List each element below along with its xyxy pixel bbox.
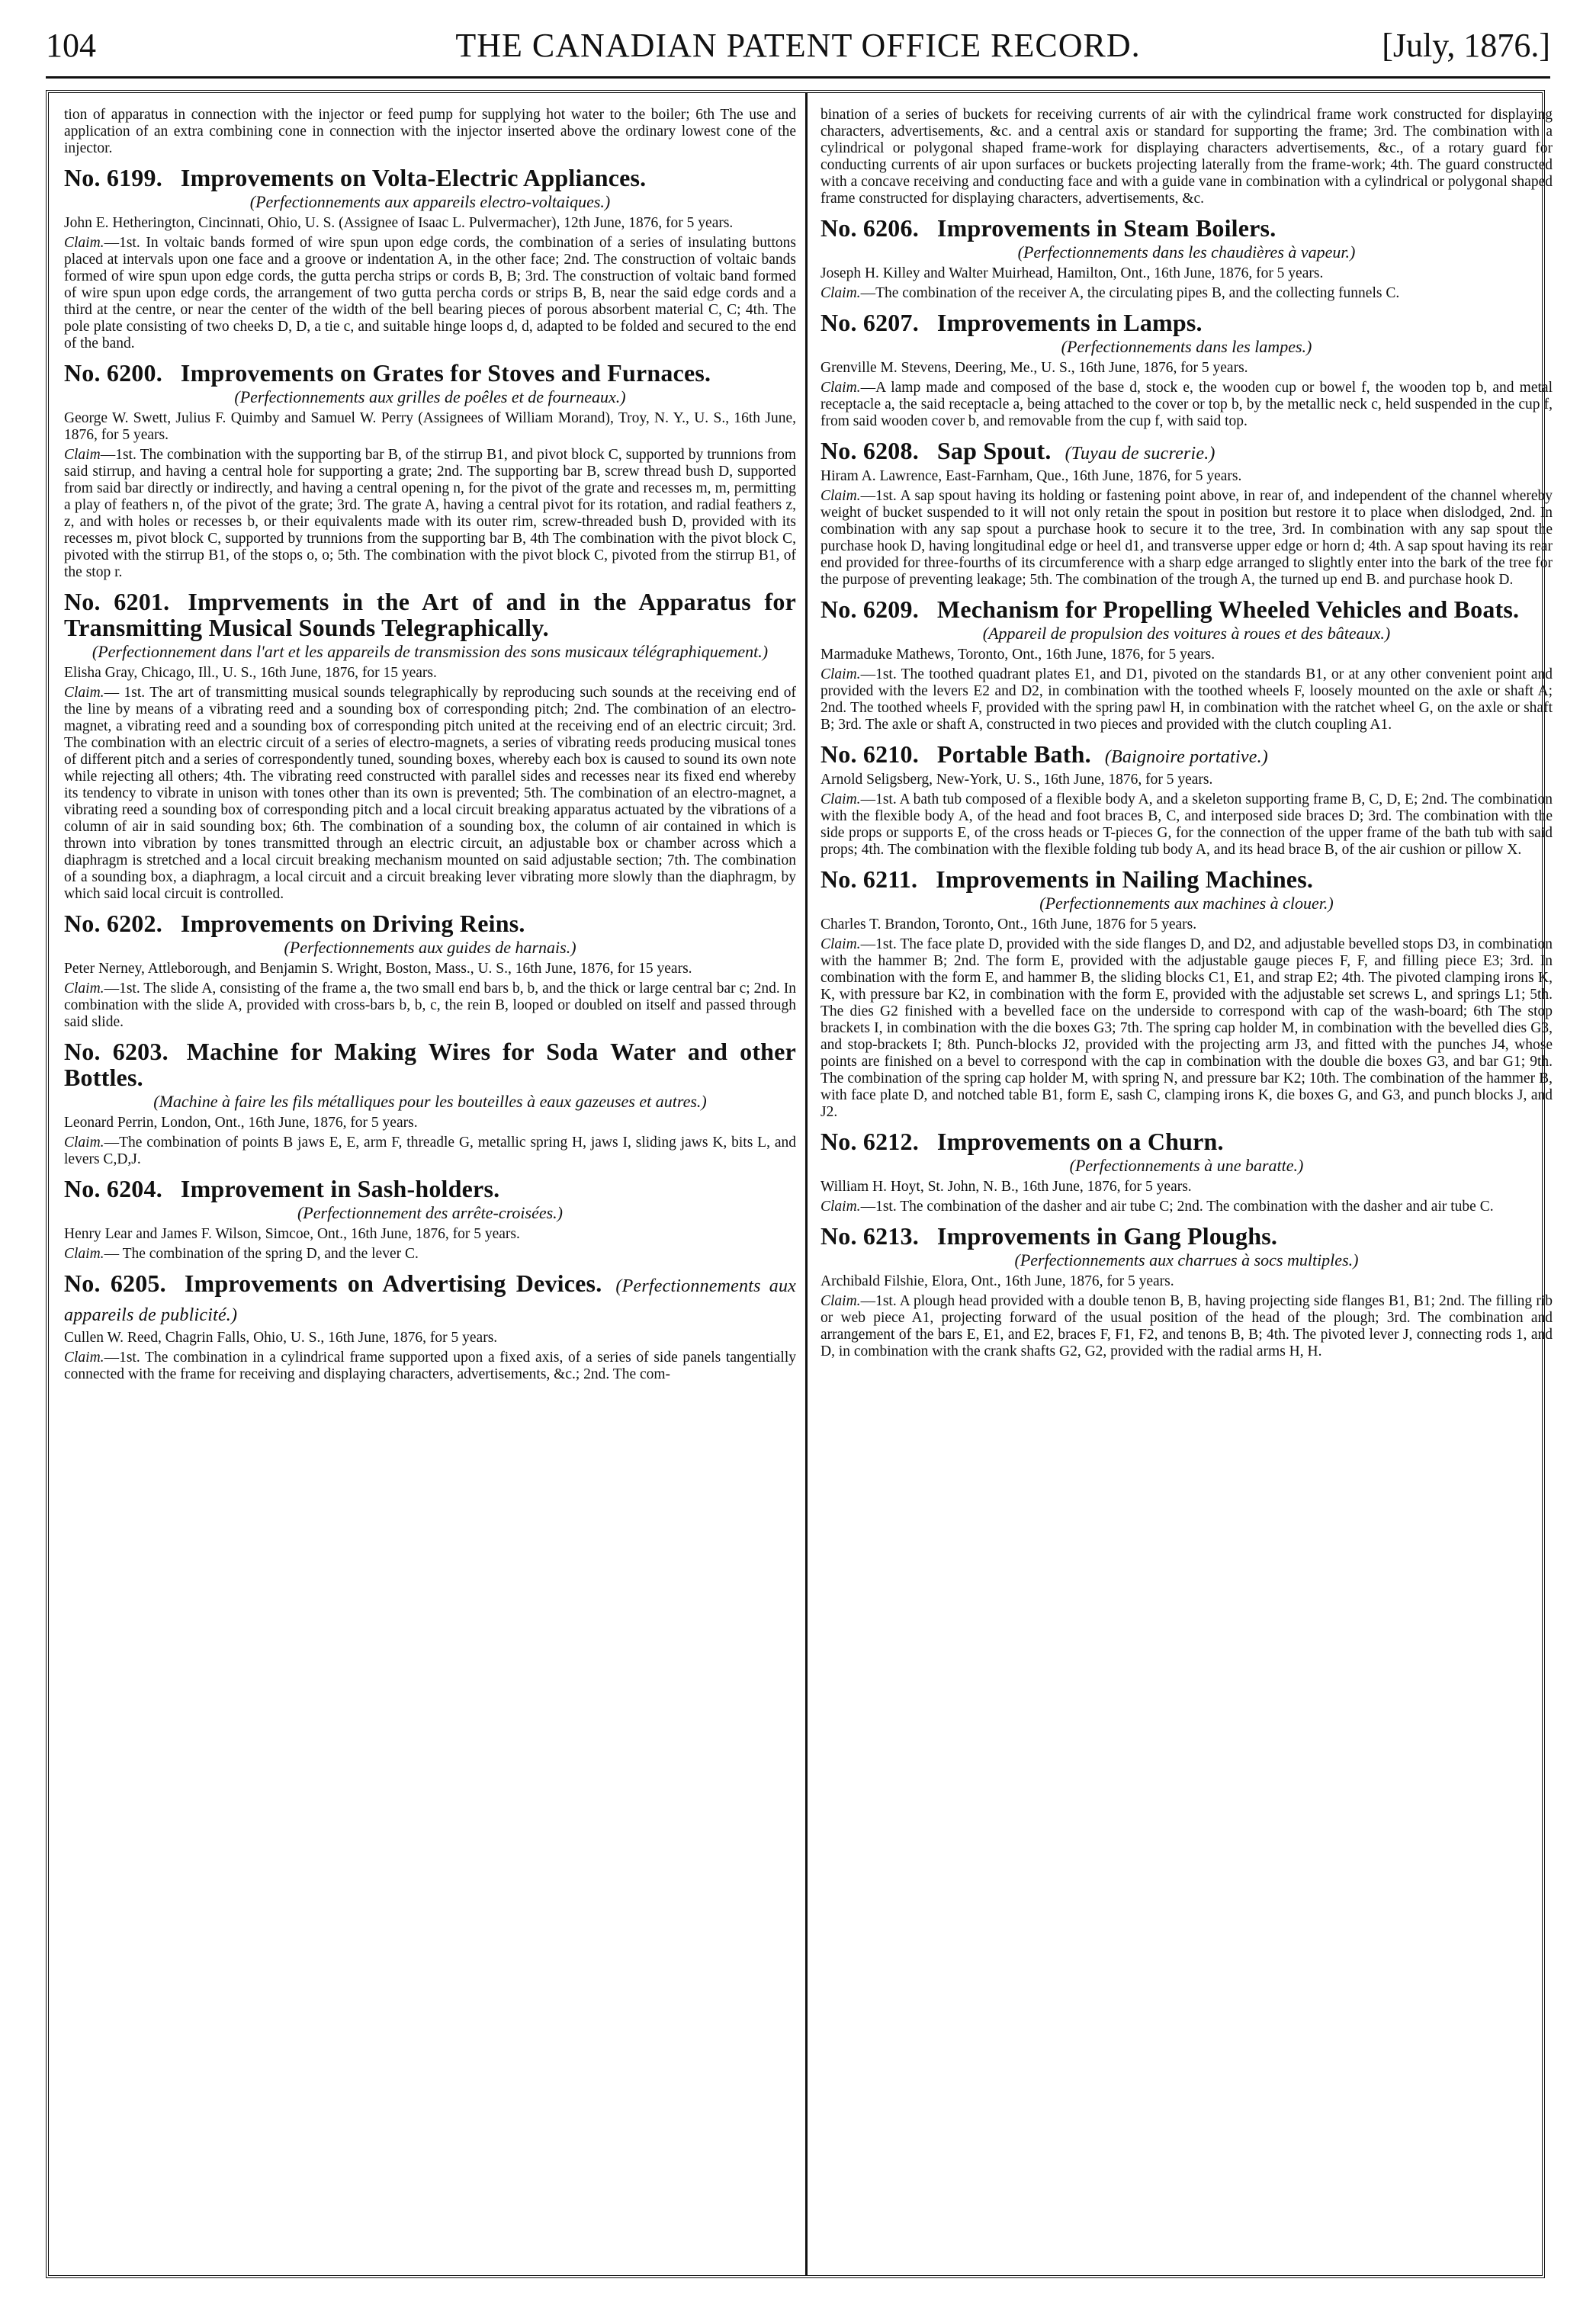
- entry-number: No. 6203.: [64, 1038, 169, 1065]
- claim-label: Claim.: [820, 285, 861, 301]
- entry-heading: [64, 1270, 796, 1328]
- entry-claim: [820, 380, 1553, 430]
- entry-heading: [820, 1223, 1553, 1249]
- patent-entry: [820, 1128, 1553, 1215]
- entry-inventors: George W. Swett, Julius F. Quimby and Samuel W. Perry (Assignees of William Morand), Troy, N. Y., U. S., 16th June, 1876, for 5 years.: [64, 410, 796, 443]
- claim-label: Claim.: [820, 1199, 861, 1215]
- entry-french-title: (Perfectionnements dans les chaudières à vapeur.): [1017, 242, 1356, 262]
- entry-number: No. 6207.: [820, 309, 919, 336]
- entry-french-title: (Perfectionnements aux machines à clouer.): [1039, 894, 1334, 913]
- entry-heading: [64, 1176, 796, 1202]
- claim-label: Claim.: [820, 380, 861, 396]
- entry-claim: [64, 1246, 796, 1263]
- entry-inventors: Henry Lear and James F. Wilson, Simcoe, Ont., 16th June, 1876, for 5 years.: [64, 1226, 520, 1242]
- claim-label: Claim.: [64, 685, 104, 701]
- patent-entry: [64, 910, 796, 1031]
- left-column: [64, 107, 796, 2264]
- entry-title: Improvements in Gang Ploughs.: [936, 1222, 1278, 1250]
- entry-title: Improvements in Steam Boilers.: [936, 214, 1276, 242]
- patent-entry: [820, 310, 1553, 430]
- entry-claim: [64, 447, 796, 581]
- entry-french-title: (Perfectionnements à une baratte.): [1069, 1156, 1304, 1175]
- claim-text: —The combination of points B jaws E, E, arm F, threadle G, metallic spring H, jaws I, sliding jaws K, bits L, and levers C,D,J.: [64, 1135, 796, 1167]
- entry-number: No. 6209.: [820, 595, 919, 623]
- entry-french-title: (Perfectionnements dans les lampes.): [1061, 337, 1312, 356]
- patent-entry: [64, 1038, 796, 1168]
- continuation-text: tion of apparatus in connection with the injector or feed pump for supplying hot water to the boiler; 6th The use and application of an extra combining cone in connection with the injector inserted above the ordinary lowest cone of the injector.: [64, 107, 796, 156]
- entry-number: No. 6208.: [820, 437, 919, 464]
- claim-text: —1st. The combination of the dasher and air tube C; 2nd. The combination with the dasher and air tube C.: [860, 1199, 1494, 1215]
- claim-label: Claim.: [820, 666, 861, 682]
- entry-heading: [64, 910, 796, 936]
- entry-french-title: (Perfectionnement dans l'art et les appareils de transmission des sons musicaux télégraphiquement.): [92, 642, 769, 661]
- entry-french-title: (Perfectionnement des arrête-croisées.): [297, 1203, 563, 1222]
- entry-number: No. 6200.: [64, 359, 162, 387]
- entry-claim: [820, 666, 1553, 733]
- entry-inventors: Archibald Filshie, Elora, Ont., 16th June, 1876, for 5 years.: [820, 1273, 1174, 1289]
- patent-entry: [820, 438, 1553, 589]
- entry-number: No. 6205.: [64, 1269, 166, 1297]
- patent-entry: [64, 589, 796, 903]
- patent-entry: [64, 165, 796, 352]
- claim-label: Claim.: [64, 981, 104, 997]
- claim-text: —1st. The face plate D, provided with the side flanges D, and D2, and adjustable bevelled stops D3, in combination with the hammer B; 2nd. The form E, provided with the adjustable gauge pieces F, F, and filling piece E3; 3rd. In combination with the form E, and hammer B, the sliding blocks C1, E1, and strap E2; 4th. The pivoted clamping irons K, K, with pressure bar K2, in combination with the form E, provided with the adjustable set screws L, and springs L1; 5th. The dies G2 finished with a bevelled face on the underside to correspond with cap of the wash-board; 6th The stop brackets I, in combination with the die boxes G3; 7th. The spring cap holder M, in combination with the bevelled dies G3, and stop-brackets I; 8th. Punch-blocks J2, provided with the projecting arm J3, and fitted with the punches J4, whose points are finished on a bevel to correspond with the cap in combination with the double die boxes G3, and bar G1; 9th. The combination of the spring cap holder M, with spring N, and pressure bar K2; 10th. The combination of the hammer B, with face plate D, and notched table B1, form E, sash C, clamping irons K, die boxes G, and G3, and punch blocks J, and J2.: [820, 936, 1553, 1120]
- entry-claim: [64, 1135, 796, 1168]
- claim-label: Claim.: [820, 1293, 861, 1309]
- entry-number: No. 6202.: [64, 910, 162, 937]
- entry-heading: [820, 438, 1553, 467]
- entry-title: Improvements in Lamps.: [936, 309, 1203, 336]
- patent-entry: [64, 360, 796, 581]
- entry-title: Improvement in Sash-holders.: [180, 1175, 500, 1202]
- entry-french-title: (Perfectionnements aux appareils electro-voltaiques.): [249, 192, 611, 211]
- entry-heading: [820, 1128, 1553, 1154]
- entry-claim: [64, 981, 796, 1031]
- claim-text: —1st. The combination with the supporting bar B, of the stirrup B1, and pivot block C, supported by trunnions from said stirrup, and having a central hole for supporting a grate; 2nd. The supporting bar B, screw thread bush D, supported from said bar directly or indirectly, and having a central opening n, for the pivot of the grate and recesses m, m, permitting a play of feathers n, of the pivot of the grate; 3rd. The grate A, having a central pivot for its rotation, and radial feathers z, z, and with holes or recesses b, or their equivalents made with its outer rim, screw-threaded bush D, provided with its recesses m, pivot block C, supported by trunnions from the supporting bar B, 4th The combination with the pivot block C, pivoted with the stirrup B1, of the stops o, o; 5th. The combination with the pivot block C, pivoted from the stirrup B1, of the stop r.: [64, 447, 796, 580]
- entry-number: No. 6212.: [820, 1128, 919, 1155]
- entry-heading: [64, 360, 796, 386]
- entry-title: Improvements on Driving Reins.: [180, 910, 525, 937]
- column-divider: [805, 93, 808, 2275]
- entry-number: No. 6199.: [64, 164, 162, 191]
- patent-entry: [820, 741, 1553, 859]
- patent-entry: [820, 596, 1553, 733]
- entry-french-title: (Machine à faire les fils métalliques pour les bouteilles à eaux gazeuses et autres.): [153, 1092, 707, 1111]
- entry-inventors: Cullen W. Reed, Chagrin Falls, Ohio, U. S., 16th June, 1876, for 5 years.: [64, 1330, 498, 1346]
- page-number: 104: [46, 27, 96, 64]
- entry-title: Mechanism for Propelling Wheeled Vehicles and Boats.: [936, 595, 1520, 623]
- entry-claim: [820, 488, 1553, 589]
- entry-inventors: Arnold Seligsberg, New-York, U. S., 16th June, 1876, for 5 years.: [820, 772, 1213, 788]
- entry-inventors: Leonard Perrin, London, Ont., 16th June, 1876, for 5 years.: [64, 1115, 418, 1131]
- entry-claim: [820, 936, 1553, 1121]
- entry-inventors: Grenville M. Stevens, Deering, Me., U. S., 16th June, 1876, for 5 years.: [820, 360, 1248, 376]
- claim-text: —1st. The slide A, consisting of the frame a, the two small end bars b, b, and the thick or large central bar c; 2nd. In combination with the slide A, provided with cross-bars b, b, c, the rein B, looped or doubled on itself and passed through said slide.: [64, 981, 796, 1030]
- right-column: [820, 107, 1553, 2264]
- claim-text: — 1st. The art of transmitting musical sounds telegraphically by reproducing such sounds at the receiving end of the line by means of a vibrating reed and a sounding box of corresponding pitch; 2nd. The combination of an electro-magnet, a vibrating reed and a sounding box of corresponding pitch united at the receiving end of an electric circuit; 3rd. The combination with an electric circuit of a series of electro-magnets, a series of vibrating reeds producing musical tones of different pitch and a series of correspondently tuned, sounding boxes, whereby each box is caused to sound its own note while rejecting all others; 4th. The vibrating reed constructed with parallel sides and recesses near its fixed end whereby its tendency to vibrate in unison with tones other than its own is prevented; 5th. The combination of an electro-magnet, a vibrating reed a sounding box of corresponding pitch and a local circuit breaking apparatus actuated by the vibrations of a column of air in said sounding box; 6th. The combination of a sounding box, the column of air contained in which is thrown into vibration by tones transmitted through an electric circuit, an adjustable box or chamber across which a diaphragm is stretched and a local circuit breaking mechanism mounted on said adjustable section; 7th. The combination of a sounding box, a diaphragm, a local circuit and a circuit breaking lever vibrating more slowly than the diaphragm, by which said local circuit is controlled.: [64, 685, 796, 902]
- entry-heading: [820, 741, 1553, 770]
- entry-french-title: (Perfectionnements aux charrues à socs multiples.): [1014, 1250, 1359, 1269]
- claim-label: Claim.: [64, 1135, 104, 1151]
- entry-french-title: (Baignoire portative.): [1104, 747, 1268, 767]
- claim-label: Claim.: [64, 1350, 104, 1366]
- entry-inventors: Marmaduke Mathews, Toronto, Ont., 16th June, 1876, for 5 years.: [820, 647, 1215, 663]
- entry-inventors: Hiram A. Lawrence, East-Farnham, Que., 16th June, 1876, for 5 years.: [820, 468, 1242, 484]
- claim-label: Claim.: [820, 488, 861, 504]
- entry-claim: [820, 285, 1553, 302]
- claim-label: Claim.: [64, 1246, 104, 1262]
- claim-text: —1st. The combination in a cylindrical frame supported upon a fixed axis, of a series of side panels tangentially connected with the frame for receiving and displaying characters, advertisements, &c.; 2nd. The com-: [64, 1350, 796, 1382]
- entry-number: No. 6204.: [64, 1175, 162, 1202]
- claim-text: —1st. A sap spout having its holding or fastening point above, in rear of, and independent of the channel whereby weight of bucket suspended to it will not only retain the spout in position but restore it to place when dislodged, 2nd. In combination with any sap spout a purchase hook to secure it to the tree, 3rd. In combination with any sap spout the purchase hook D, having longitudinal edge or heel d1, and transverse upper edge or horn d; 4th. A sap spout having its rear end provided for three-fourths of its circumference with a sharp edge arranged to slightly enter into the bark of the tree for the purpose of preventing leakage; 5th. The combination of the trough A, the turned up end B. and purchase hook D.: [820, 488, 1553, 588]
- entry-title: Improvements on Advertising Devices.: [184, 1269, 602, 1297]
- entry-claim: [820, 791, 1553, 859]
- entry-french-title: (Perfectionnements aux grilles de poêles et de fourneaux.): [234, 387, 626, 406]
- claim-text: —A lamp made and composed of the base d, stock e, the wooden cup or bowel f, the wooden top b, and metal receptacle a, the said receptacle a, being attached to the cover or top b, by the metallic neck c, held suspended in the cup f, from said wooden cover b, and removable from the cup f, with said top.: [820, 380, 1553, 429]
- entry-title: Sap Spout.: [936, 437, 1052, 464]
- entry-inventors: Elisha Gray, Chicago, Ill., U. S., 16th June, 1876, for 15 years.: [64, 665, 437, 681]
- entry-number: No. 6201.: [64, 588, 170, 615]
- entry-french-title: (Appareil de propulsion des voitures à roues et des bâteaux.): [982, 624, 1391, 643]
- entry-claim: [64, 1350, 796, 1383]
- claim-text: —1st. The toothed quadrant plates E1, and D1, pivoted on the standards B1, or at any other convenient point and provided with the levers E2 and D2, in combination with the toothed wheels F, loosely mounted on the axle or shaft A; 2nd. The toothed wheels F, provided with the spring pawl H, in combination with the ratchet wheel G, on the axle or shaft B; 3rd. The axle or shaft A, constructed in two pieces and provided with the clutch coupling A1.: [820, 666, 1553, 733]
- issue-date: [July, 1876.]: [1382, 27, 1550, 64]
- entry-title: Portable Bath.: [936, 740, 1091, 768]
- running-head: [46, 26, 1550, 72]
- entry-heading: [64, 589, 796, 640]
- patent-entry: [820, 866, 1553, 1121]
- entry-number: No. 6213.: [820, 1222, 919, 1250]
- entry-heading: [64, 165, 796, 191]
- claim-text: —1st. A bath tub composed of a flexible body A, and a skeleton supporting frame B, C, D, E; 2nd. The combination with the flexible body A, of the head and foot braces B, C, and interposed side braces D; 3rd. The combination with the side props or supports E, of the cross heads or T-pieces G, for the connection of the upper frame of the bath tub with said props; 4th. The combination with the flexible folding tub body A, and its head brace B, of the air cushion or pillow X.: [820, 791, 1553, 858]
- entry-heading: [820, 866, 1553, 892]
- entry-claim: [64, 685, 796, 903]
- claim-label: Claim.: [64, 235, 104, 251]
- claim-text: — The combination of the spring D, and the lever C.: [104, 1246, 419, 1262]
- entry-heading: [64, 1038, 796, 1090]
- entry-number: No. 6210.: [820, 740, 919, 768]
- entry-inventors: William H. Hoyt, St. John, N. B., 16th June, 1876, for 5 years.: [820, 1179, 1192, 1195]
- entry-claim: [820, 1199, 1553, 1215]
- entry-heading: [820, 596, 1553, 622]
- header-rule: [46, 76, 1550, 79]
- claim-label: Claim: [64, 447, 101, 463]
- entry-heading: [820, 310, 1553, 335]
- claim-text: —1st. A plough head provided with a double tenon B, B, having projecting side flanges B1, B1; 2nd. The filling rib or web piece A1, projecting forward of the usual position of the head of the plough; 3rd. The combination and arrangement of the bars E, E1, and E2, braces F, F1, F2, and tenons B, B; 4th. The pivoted lever J, connecting rods 1, and D, in combination with the crank shafts G2, G2, provided with the radial arms H, H.: [820, 1293, 1553, 1359]
- continuation-text: bination of a series of buckets for receiving currents of air with the cylindrical frame work constructed for displaying characters, advertisements, &c. and a central axis or standard for supporting the frame; 3rd. The combination with a cylindrical or polygonal shaped frame-work for displaying characters advertisements, &c., of a rotary guard for conducting currents of air upon surfaces or buckets projecting laterally from the frame-work; 4th. The guard constructed with a concave receiving and conducting face and with a guide vane in combination with a cylindrical or polygonal shaped frame constructed for displaying characters, advertisements, &c.: [820, 107, 1553, 207]
- patent-entry: [64, 1270, 796, 1383]
- entry-french-title: (Tuyau de sucrerie.): [1065, 444, 1215, 464]
- entry-title: Improvements on a Churn.: [936, 1128, 1224, 1155]
- entry-title: Machine for Making Wires for Soda Water and other Bottles.: [64, 1038, 796, 1091]
- entry-inventors: Peter Nerney, Attleborough, and Benjamin S. Wright, Boston, Mass., U. S., 16th June, 1876, for 15 years.: [64, 961, 692, 977]
- claim-label: Claim.: [820, 936, 861, 952]
- claim-text: —1st. In voltaic bands formed of wire spun upon edge cords, the combination of a series of insulating buttons placed at intervals upon one face and a groove or indentation A, in the other face; 2nd. The construction of voltaic bands formed of wire spun upon edge cords, the gutta percha strips or cords B, B; 3rd. The construction of voltaic band formed of wire spun upon edge cords, the arrangement of two gutta percha cords or strips B, B, near the said edge cords and a third at the centre, or near the center of the width of the bell bearing pieces of porous absorbent material C, C; 4th. The pole plate consisting of two cheeks D, D, a tie c, and suitable hinge loops d, d, adapted to be folded and secured to the end of the band.: [64, 235, 796, 351]
- claim-text: —The combination of the receiver A, the circulating pipes B, and the collecting funnels C.: [860, 285, 1400, 301]
- entry-french-title: (Perfectionnements aux guides de harnais.): [284, 938, 576, 957]
- patent-entry: [64, 1176, 796, 1263]
- entry-inventors: Joseph H. Killey and Walter Muirhead, Hamilton, Ont., 16th June, 1876, for 5 years.: [820, 265, 1324, 281]
- patent-entry: [820, 1223, 1553, 1360]
- entry-french-title: (Perfectionnements aux appareils de publicité.): [64, 1276, 796, 1325]
- entry-claim: [64, 235, 796, 352]
- entry-claim: [820, 1293, 1553, 1360]
- entry-heading: [820, 215, 1553, 241]
- entry-title: Improvements on Grates for Stoves and Furnaces.: [180, 359, 711, 387]
- patent-entry: [820, 215, 1553, 302]
- entry-title: Improvements in Nailing Machines.: [936, 865, 1314, 893]
- entry-inventors: Charles T. Brandon, Toronto, Ont., 16th June, 1876 for 5 years.: [820, 916, 1197, 932]
- entry-inventors: John E. Hetherington, Cincinnati, Ohio, U. S. (Assignee of Isaac L. Pulvermacher), 12th June, 1876, for 5 years.: [64, 215, 734, 231]
- entry-title: Imprvements in the Art of and in the Apparatus for Transmitting Musical Sounds Telegraphically.: [64, 588, 796, 641]
- entry-number: No. 6211.: [820, 865, 918, 893]
- journal-title: THE CANADIAN PATENT OFFICE RECORD.: [455, 27, 1141, 64]
- entry-title: Improvements on Volta-Electric Appliances.: [180, 164, 647, 191]
- entry-number: No. 6206.: [820, 214, 919, 242]
- claim-label: Claim.: [820, 791, 861, 807]
